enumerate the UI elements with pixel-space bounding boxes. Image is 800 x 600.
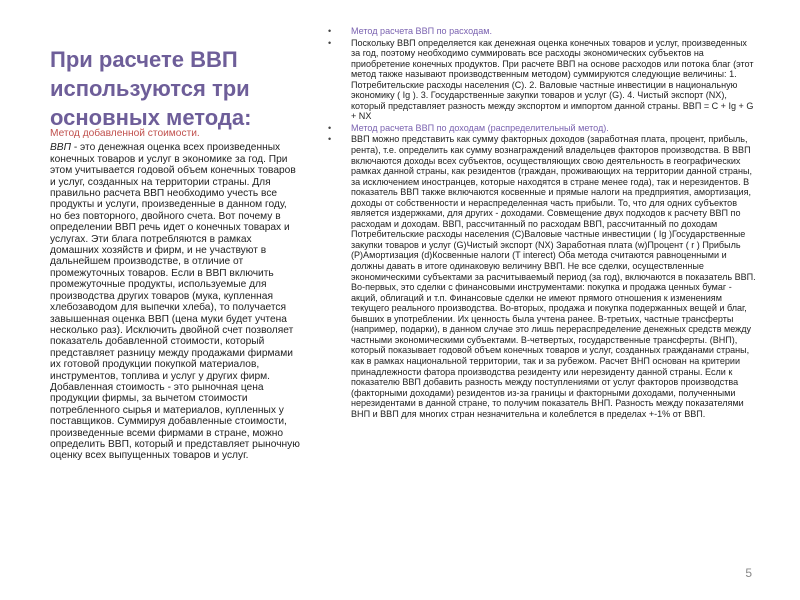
list-item-text: Поскольку ВВП определяется как денежная оценка конечных товаров и услуг, произведенных за год, поэтому необходимо суммировать все расходы экономических субъектов на приобретение конечных продуктов. При расчете ВВП на основе расходов или потока благ (этот метод также называют производственным методом) суммируются следующие величины: 1. Потребительские расходы населения (C). 2. Валовые частные инвестиции в национальную экономику ( Ig ). 3. Государственные закупки товаров и услуг (G). 4. Чистый экспорт (NX), который представляет разность между экспортом и импортом данной страны. ВВП = C + Ig + G + NX <box>351 37 754 122</box>
bullet-icon: • <box>328 122 332 133</box>
list-item-text: Метод расчета ВВП по расходам. <box>351 26 492 36</box>
method-description-item <box>328 38 756 122</box>
methods-list <box>328 26 756 419</box>
list-item-text: ВВП можно представить как сумму факторных доходов (заработная плата, процент, прибыль, рента), т.е. определить как сумму вознаграждений владельцев факторов производства. В ВВП включаются доходы всех субъектов, осуществляющих свою деятельность в географических рамках данной страны, как резидентов (граждан, проживающих на территории данной страны, за исключением иностранцев, которые находятся в стране менее года), так и нерезидентов. В показатель ВВП также включаются косвенные и прямые налоги на предприятия, амортизация, доходы от собственности и нераспределенная часть прибыли. То, что для одних субъектов является издержками, для других - доходами. Совмещение двух подходов к расчету ВВП по расходам и доходам. ВВП, рассчитанный по расходам ВВП, рассчитанный по доходам Потребительские расходы населения (C)Валовые частные инвестиции ( Ig )Государственные закупки товаров и услуг (G)Чистый экспорт (NX) Заработная плата (w)Процент ( r ) Прибыль (P)Амортизация (d)Косвенные налоги (T interect) Оба метода считаются равноценными и должны давать в итоге одинаковую величину ВВП. Не все сделки, осуществленные экономическими субъектами за расчитываемый период (за год), включаются в показатель ВВП. Во-первых, это сделки с финансовыми инструментами: покупка и продажа ценных бумаг - акций, облигаций и т.п. Финансовые сделки не имеют прямого отношения к изменениям текущего реального производства. Во-вторых, продажа и покупка подержанных вещей и благ, бывших в употреблении. Их ценность была учтена ранее. В-третьих, частные трансферты (например, подарки), в данном случае это лишь перераспределение денежных средств между частными экономическими субъектами. В-четвертых, государственные трансферты. (ВНП), который показывает годовой объем конечных товаров и услуг, созданных гражданами страны, как в рамках национальной территории, так и за рубежом. Расчет ВНП основан на критерии принадлежности фатора производства резиденту или нерезиденту данной страны. Если к показателю ВВП добавить разность между поступлениями от услуг факторов производства (факторными доходами) резидентов из-за границы и факторными доходами, полученными нерезидентами в данной стране, то получим показатель ВНП. Разность между показателями ВНП и ВВП для многих стран незначительна и колеблется в пределах +-1% от ВВП. <box>351 134 756 419</box>
bullet-icon: • <box>328 37 332 48</box>
value-added-method-text <box>50 142 300 461</box>
method-heading-item <box>328 26 756 37</box>
slide-title: При расчете ВВП используются три основных метода: <box>50 47 252 130</box>
list-item-text: Метод расчета ВВП по доходам (распределительный метод). <box>351 122 609 133</box>
page-number: 5 <box>745 566 752 580</box>
gdp-definition: - это денежная оценка всех произведенных конечных товаров и услуг в экономике за год. При этом учитывается годовой объем конечных товаров и услуг, созданных на территории страны. Для правильно расчета ВВП необходимо учесть все продукты и услуги, произведенные в данном году, но без повторного, двойного счета. Вот почему в определении ВВП речь идет о конечных товарах и услугах. Эти блага потребляются в рамках домашних хозяйств и фирм, и не участвуют в дальнейшем производстве, в отличие от промежуточных товаров. Если в ВВП включить промежуточные продукты, используемые для производства других товаров (мука, купленная хлебозаводом для выпечки хлеба), то получается завышенная оценка ВВП (цена муки будет учтена несколько раз). Исключить двойной счет позволяет показатель добавленной стоимости, который представляет разницу между продажами фирмами их готовой продукции покупкой материалов, инструментов, топлива и услуг у других фирм. Добавленная стоимость - это рыночная цена продукции фирмы, за вычетом стоимости потребленного сырья и материалов, купленных у поставщиков. Суммируя добавленные стоимости, произведенные всеми фирмами в стране, можно определить ВВП, который и представляет рыночную оценку всех выпущенных товаров и услуг. <box>50 142 300 462</box>
left-column <box>50 128 300 462</box>
bullet-icon: • <box>328 26 332 36</box>
method-heading-item <box>328 123 756 134</box>
bullet-icon: • <box>328 134 332 145</box>
value-added-method-heading: Метод добавленной стоимости. <box>50 128 200 139</box>
method-description-item <box>328 134 756 419</box>
gdp-term: ВВП <box>50 142 71 154</box>
right-column <box>328 26 756 420</box>
